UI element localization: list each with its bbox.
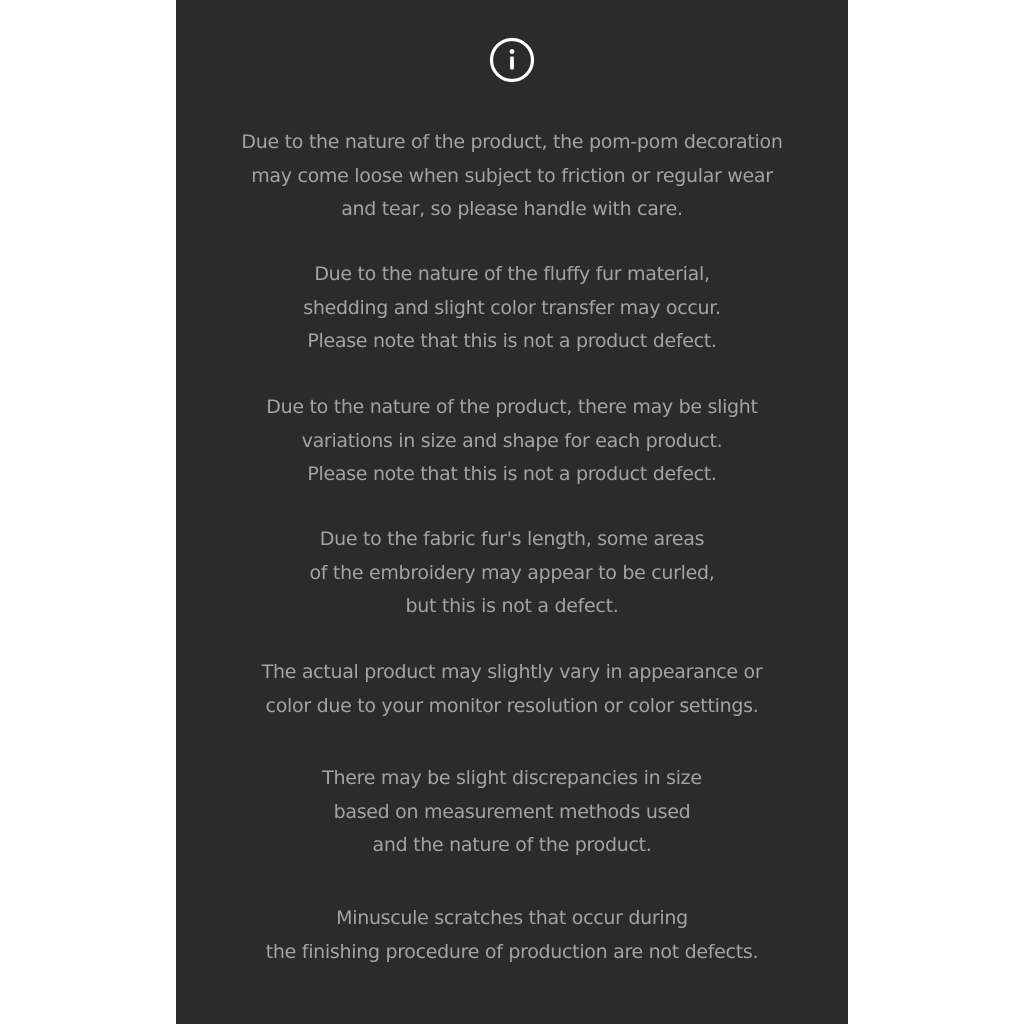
notice-size-discrepancy [176,762,848,863]
notice-line: Please note that this is not a product defect. [307,330,717,352]
notice-line: Due to the nature of the product, there may be slight [266,396,758,418]
notice-line: and the nature of the product. [372,834,652,856]
notice-line: variations in size and shape for each product. [301,429,723,452]
notice-line: color due to your monitor resolution or color settings. [265,694,759,717]
notice-line: Due to the fabric fur's length, some areas [319,528,705,550]
notice-fur-shedding [176,258,848,359]
notice-monitor-color [176,656,848,723]
notice-scratches [176,902,848,969]
notice-line: based on measurement methods used [333,800,691,823]
notice-line: and tear, so please handle with care. [341,198,683,220]
notice-line: The actual product may slightly vary in appearance or [261,661,763,683]
notice-line: Due to the nature of the product, the pom-pom decoration [241,131,783,153]
notice-embroidery-curl [176,523,848,624]
notice-line: There may be slight discrepancies in size [322,767,702,789]
notice-pom-pom [176,126,848,227]
notice-line: but this is not a defect. [405,595,619,617]
notice-line: of the embroidery may appear to be curled, [309,561,715,584]
notice-line: Please note that this is not a product defect. [307,463,717,485]
notice-size-variation [176,391,848,492]
notice-line: may come loose when subject to friction or regular wear [251,164,773,187]
info-circle-icon [489,37,535,83]
notice-line: Due to the nature of the fluffy fur material, [314,263,710,285]
notice-line: Minuscule scratches that occur during [336,907,688,929]
notice-line: shedding and slight color transfer may occur. [303,296,721,319]
notice-line: the finishing procedure of production are not defects. [265,940,759,963]
